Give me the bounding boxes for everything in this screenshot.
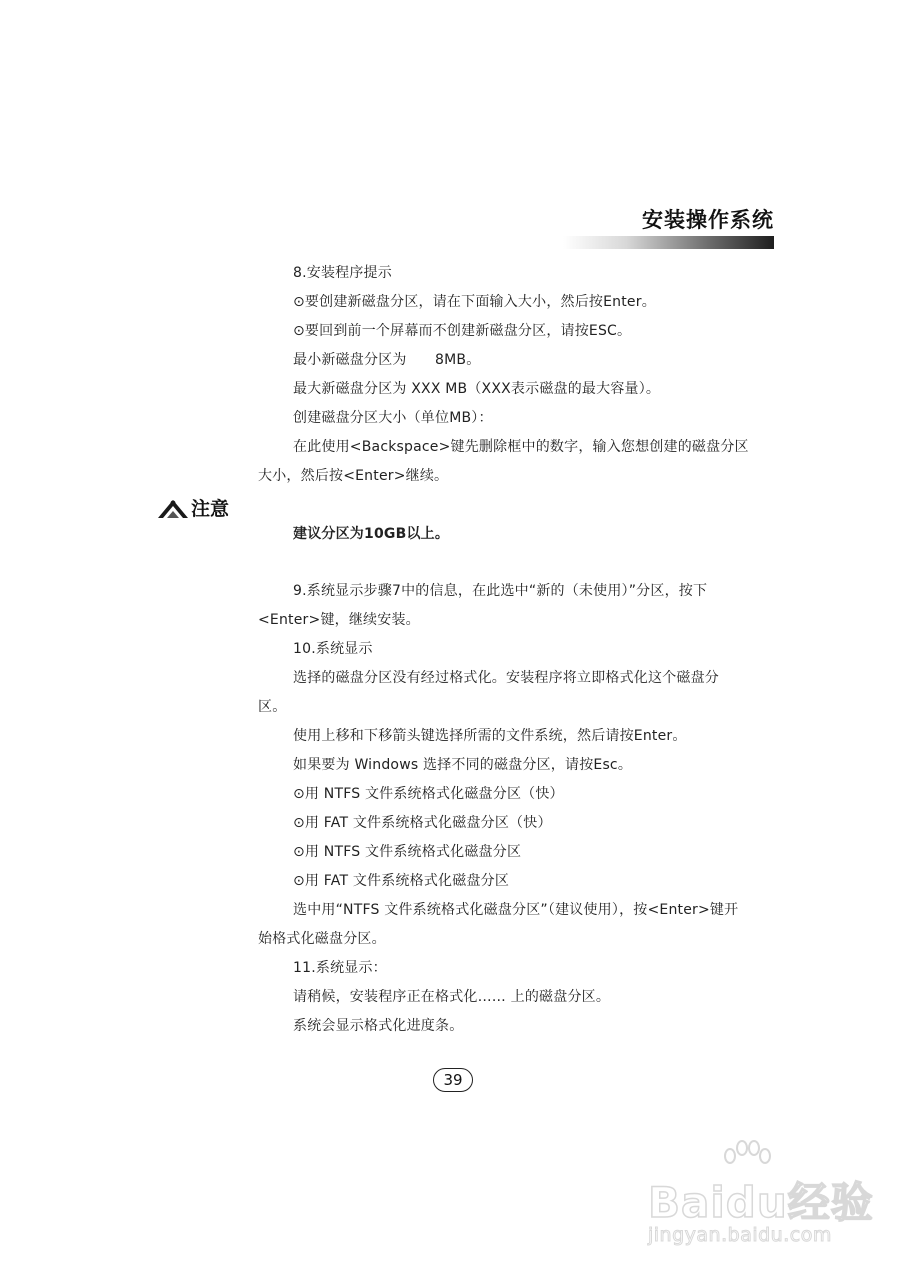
header-gradient-bar	[563, 236, 774, 249]
text-line: 9.系统显示步骤7中的信息，在此选中“新的（未使用）”分区，按下	[293, 583, 708, 599]
text-line: 最大新磁盘分区为 XXX MB（XXX表示磁盘的最大容量）。	[293, 381, 661, 397]
option-item: ⊙用 FAT 文件系统格式化磁盘分区	[293, 873, 510, 889]
text-line: 始格式化磁盘分区。	[258, 931, 386, 947]
section-11-title: 11.系统显示：	[293, 960, 387, 976]
text-line: 系统会显示格式化进度条。	[293, 1018, 464, 1034]
text-line: 如果要为 Windows 选择不同的磁盘分区，请按Esc。	[293, 757, 633, 773]
note-heading	[157, 494, 229, 521]
text-line: 选中用“NTFS 文件系统格式化磁盘分区”（建议使用），按<Enter>键开	[293, 902, 739, 918]
note-label: 注意	[191, 498, 230, 520]
chapter-title: 安装操作系统	[642, 208, 774, 232]
text-line: 请稍候，安装程序正在格式化…… 上的磁盘分区。	[293, 989, 611, 1005]
text-line: 大小，然后按<Enter>继续。	[258, 468, 449, 484]
baidu-watermark	[626, 1140, 876, 1250]
watermark-url: jingyan.baidu.com	[648, 1224, 832, 1246]
text-line: ⊙要创建新磁盘分区，请在下面输入大小，然后按Enter。	[293, 294, 656, 310]
section-10-title: 10.系统显示	[293, 641, 373, 657]
text-line: <Enter>键，继续安装。	[258, 612, 420, 628]
option-item: ⊙用 NTFS 文件系统格式化磁盘分区	[293, 844, 522, 860]
text-line: 选择的磁盘分区没有经过格式化。安装程序将立即格式化这个磁盘分	[293, 670, 719, 686]
option-item: ⊙用 FAT 文件系统格式化磁盘分区（快）	[293, 815, 552, 831]
watermark-logo: Baidu经验	[648, 1178, 874, 1227]
text-line: ⊙要回到前一个屏幕而不创建新磁盘分区，请按ESC。	[293, 323, 632, 339]
text-line: 最小新磁盘分区为 8MB。	[293, 352, 481, 368]
text-line: 区。	[258, 699, 287, 715]
text-line: 在此使用<Backspace>键先删除框中的数字，输入您想创建的磁盘分区	[293, 439, 749, 455]
caution-triangle-icon	[157, 496, 189, 520]
option-item: ⊙用 NTFS 文件系统格式化磁盘分区（快）	[293, 786, 564, 802]
note-text: 建议分区为10GB以上。	[293, 526, 450, 542]
section-8-title: 8.安装程序提示	[293, 265, 392, 281]
page-number: 39	[433, 1068, 473, 1092]
text-line: 创建磁盘分区大小（单位MB）：	[293, 410, 493, 426]
text-line: 使用上移和下移箭头键选择所需的文件系统，然后请按Enter。	[293, 728, 687, 744]
